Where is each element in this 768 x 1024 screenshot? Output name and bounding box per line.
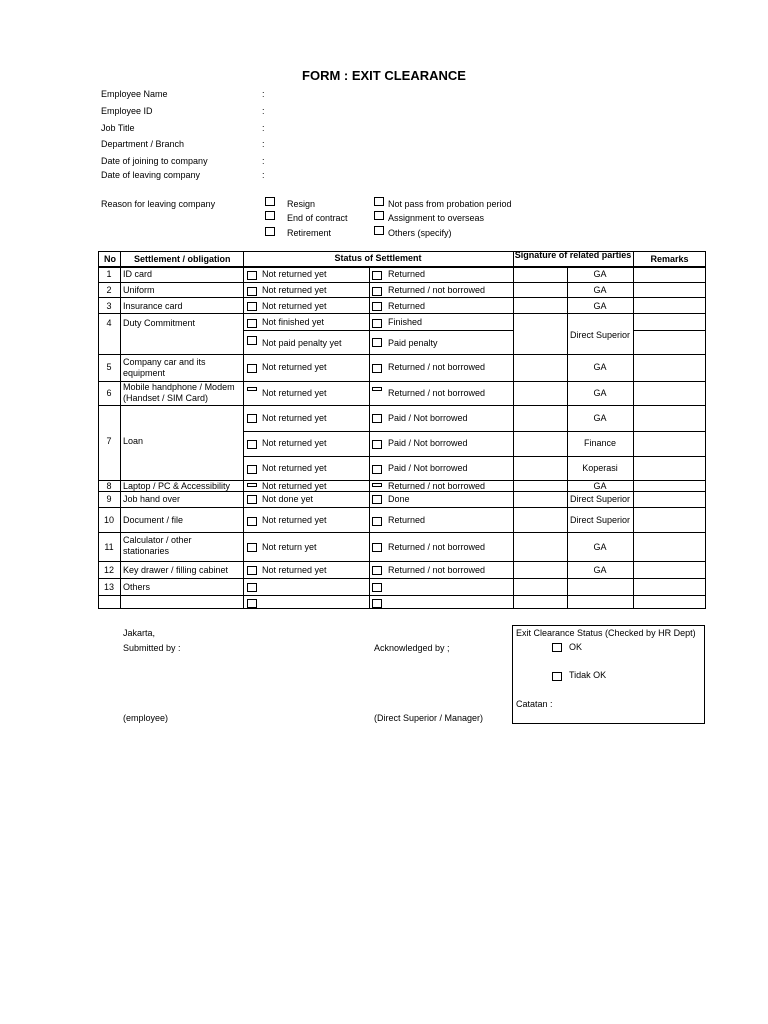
row-item: Duty Commitment: [123, 318, 196, 328]
paid-checkbox[interactable]: [372, 440, 382, 449]
returned-checkbox[interactable]: [372, 364, 382, 373]
paid-checkbox[interactable]: [372, 465, 382, 474]
not-returned-checkbox[interactable]: [247, 414, 257, 423]
row-item: Uniform: [123, 285, 155, 295]
status-done: Returned / not borrowed: [388, 362, 486, 372]
status-done: Done: [388, 494, 410, 504]
not-returned-checkbox[interactable]: [247, 287, 257, 296]
employee-id-label: Employee ID: [101, 106, 153, 116]
signature-party: Direct Superior: [569, 494, 631, 504]
row-no: 1: [106, 269, 112, 279]
row-no: 10: [103, 515, 114, 525]
header-status: Status of Settlement: [334, 253, 422, 263]
not-returned-checkbox[interactable]: [247, 465, 257, 474]
row-item: ID card: [123, 269, 153, 279]
not-finished-checkbox[interactable]: [247, 319, 257, 328]
signature-party: Koperasi: [582, 463, 618, 473]
reason-label: Reason for leaving company: [101, 199, 216, 209]
returned-checkbox[interactable]: [372, 543, 382, 552]
status-pending: Not returned yet: [262, 481, 327, 491]
field-colon: :: [262, 89, 265, 99]
hr-status-box: [512, 625, 705, 724]
signature-party: GA: [593, 269, 607, 279]
signature-party: GA: [593, 542, 607, 552]
overseas-option: Assignment to overseas: [388, 213, 485, 223]
paid-checkbox[interactable]: [372, 414, 382, 423]
status-pending: Not returned yet: [262, 463, 327, 473]
status-pending: Not paid penalty yet: [262, 338, 342, 348]
row-no: 6: [106, 388, 112, 398]
catatan-label: Catatan :: [516, 699, 553, 709]
signature-party: GA: [593, 388, 607, 398]
header-remarks: Remarks: [650, 254, 689, 264]
employee-signature-label: (employee): [123, 713, 169, 723]
status-done: Returned / not borrowed: [388, 388, 486, 398]
job-title-label: Job Title: [101, 123, 135, 133]
row-item: Document / file: [123, 515, 184, 525]
done-checkbox[interactable]: [372, 495, 382, 504]
retirement-option: Retirement: [287, 228, 332, 238]
status-done: Returned / not borrowed: [388, 542, 486, 552]
field-colon: :: [262, 170, 265, 180]
header-settlement: Settlement / obligation: [134, 254, 231, 264]
status-pending: Not returned yet: [262, 301, 327, 311]
row-no: 9: [106, 494, 112, 504]
hr-box-title: Exit Clearance Status (Checked by HR Dept): [516, 628, 696, 638]
submitted-by-label: Submitted by :: [123, 643, 181, 653]
row-no: 4: [106, 318, 112, 328]
field-colon: :: [262, 139, 265, 149]
signature-party: GA: [593, 565, 607, 575]
not-returned-checkbox[interactable]: [247, 440, 257, 449]
header-signature: Signature of related parties: [514, 250, 632, 260]
returned-checkbox[interactable]: [372, 566, 382, 575]
status-done: Returned: [388, 269, 426, 279]
not-returned-checkbox[interactable]: [247, 566, 257, 575]
status-done: Finished: [388, 317, 423, 327]
row-no: 12: [103, 565, 114, 575]
signature-party: Finance: [583, 438, 617, 448]
ok-checkbox[interactable]: [552, 643, 562, 652]
extra-done-checkbox[interactable]: [372, 599, 382, 608]
status-pending: Not returned yet: [262, 515, 327, 525]
superior-signature-label: (Direct Superior / Manager): [374, 713, 484, 723]
status-pending: Not returned yet: [262, 565, 327, 575]
city-label: Jakarta,: [123, 628, 156, 638]
row-no: 3: [106, 301, 112, 311]
row-item: Calculator / other stationaries: [123, 535, 192, 556]
row-item: Key drawer / filling cabinet: [123, 565, 229, 575]
not-paid-penalty-checkbox[interactable]: [247, 336, 257, 345]
field-colon: :: [262, 123, 265, 133]
row-no: 7: [106, 436, 112, 446]
form-title: FORM : EXIT CLEARANCE: [302, 68, 466, 83]
field-colon: :: [262, 106, 265, 116]
not-returned-checkbox[interactable]: [247, 387, 257, 391]
status-done: Returned / not borrowed: [388, 285, 486, 295]
status-pending: Not done yet: [262, 494, 314, 504]
row-item: Mobile handphone / Modem (Handset / SIM Card): [123, 382, 235, 403]
returned-checkbox[interactable]: [372, 517, 382, 526]
signature-party: GA: [593, 301, 607, 311]
returned-checkbox[interactable]: [372, 483, 382, 487]
row-item: Job hand over: [123, 494, 181, 504]
date-leaving-label: Date of leaving company: [101, 170, 201, 180]
status-pending: Not finished yet: [262, 317, 325, 327]
signature-party: Direct Superior: [569, 515, 631, 525]
resign-option: Resign: [287, 199, 316, 209]
not-returned-checkbox[interactable]: [247, 483, 257, 487]
not-done-checkbox[interactable]: [247, 495, 257, 504]
status-pending: Not returned yet: [262, 438, 327, 448]
row-no: 8: [106, 481, 112, 491]
end-of-contract-option: End of contract: [287, 213, 348, 223]
status-done: Returned / not borrowed: [388, 565, 486, 575]
status-done: Returned: [388, 301, 426, 311]
row-no: 5: [106, 362, 112, 372]
status-pending: Not return yet: [262, 542, 317, 552]
status-done: Returned / not borrowed: [388, 481, 486, 491]
employee-name-label: Employee Name: [101, 89, 168, 99]
ok-label: OK: [569, 642, 583, 652]
row-no: 13: [103, 582, 114, 592]
header-no: No: [104, 254, 116, 264]
extra-status-checkbox[interactable]: [247, 599, 257, 608]
status-done: Returned: [388, 515, 426, 525]
status-done: Paid / Not borrowed: [388, 463, 468, 473]
signature-party: GA: [593, 285, 607, 295]
not-returned-checkbox[interactable]: [247, 543, 257, 552]
row-item: Insurance card: [123, 301, 183, 311]
status-done: Paid / Not borrowed: [388, 438, 468, 448]
tidak-ok-label: Tidak OK: [569, 670, 607, 680]
not-returned-checkbox[interactable]: [247, 517, 257, 526]
row-no: 2: [106, 285, 112, 295]
date-joining-label: Date of joining to company: [101, 156, 208, 166]
row-item: Laptop / PC & Accessibility: [123, 481, 231, 491]
not-returned-checkbox[interactable]: [247, 271, 257, 280]
status-done: Paid penalty: [388, 338, 438, 348]
row-item: Company car and its equipment: [123, 357, 206, 378]
others-done-checkbox[interactable]: [372, 583, 382, 592]
status-pending: Not returned yet: [262, 388, 327, 398]
status-done: Paid / Not borrowed: [388, 413, 468, 423]
others-option: Others (specify): [388, 228, 452, 238]
signature-party: GA: [593, 481, 607, 491]
department-label: Department / Branch: [101, 139, 185, 149]
signature-party: Direct Superior: [569, 330, 631, 340]
acknowledged-by-label: Acknowledged by ;: [374, 643, 450, 653]
status-pending: Not returned yet: [262, 362, 327, 372]
status-pending: Not returned yet: [262, 269, 327, 279]
not-returned-checkbox[interactable]: [247, 364, 257, 373]
status-pending: Not returned yet: [262, 285, 327, 295]
row-no: 11: [104, 542, 114, 552]
field-colon: :: [262, 156, 265, 166]
returned-checkbox[interactable]: [372, 302, 382, 311]
returned-checkbox[interactable]: [372, 287, 382, 296]
signature-party: GA: [593, 362, 607, 372]
returned-checkbox[interactable]: [372, 271, 382, 280]
finished-checkbox[interactable]: [372, 319, 382, 328]
signature-party: GA: [593, 413, 607, 423]
row-item: Loan: [123, 436, 144, 446]
status-pending: Not returned yet: [262, 413, 327, 423]
probation-option: Not pass from probation period: [388, 199, 512, 209]
others-status-checkbox[interactable]: [247, 583, 257, 592]
not-returned-checkbox[interactable]: [247, 302, 257, 311]
paid-penalty-checkbox[interactable]: [372, 338, 382, 347]
tidak-ok-checkbox[interactable]: [552, 672, 562, 681]
row-item: Others: [123, 582, 151, 592]
returned-checkbox[interactable]: [372, 387, 382, 391]
